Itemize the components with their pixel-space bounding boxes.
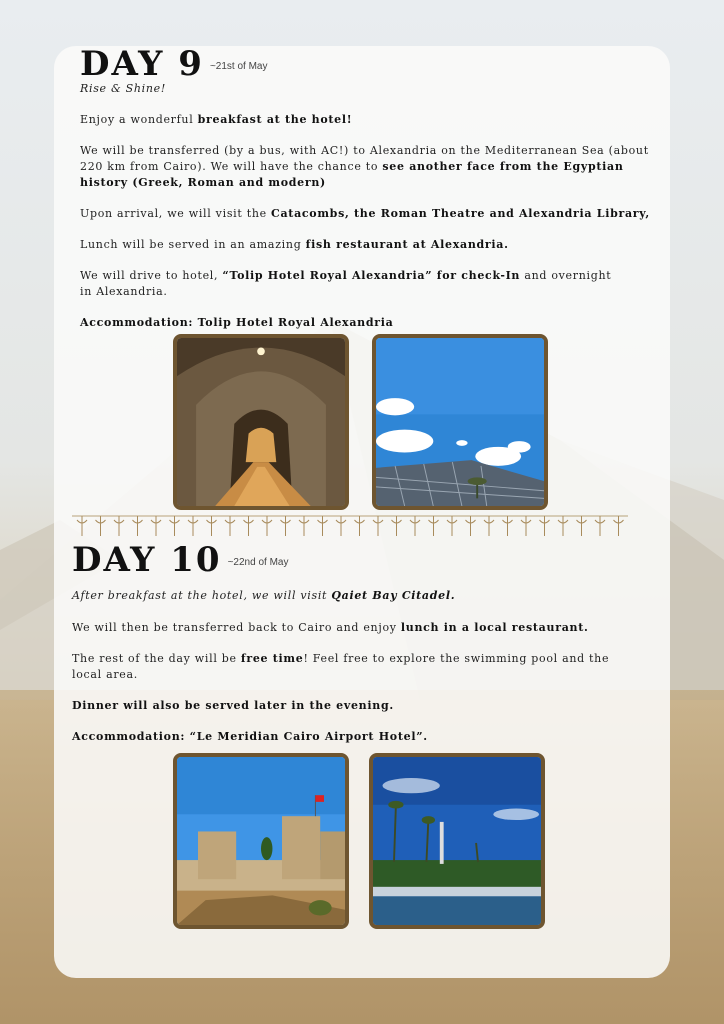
day10-title: DAY 10 bbox=[72, 540, 222, 580]
ornament-motif bbox=[170, 516, 180, 536]
citadel-photo bbox=[173, 753, 349, 929]
ornament-motif bbox=[614, 516, 624, 536]
day9-accommodation: Accommodation: Tolip Hotel Royal Alexandria bbox=[80, 316, 394, 329]
ornament-motif bbox=[558, 516, 568, 536]
ornament-motif bbox=[392, 516, 402, 536]
ornament-motif bbox=[466, 516, 476, 536]
ornament-motif bbox=[318, 516, 328, 536]
ornament-motif bbox=[207, 516, 217, 536]
ornament-motif bbox=[225, 516, 235, 536]
ornament-motif bbox=[262, 516, 272, 536]
ornament-motif bbox=[133, 516, 143, 536]
day10-date: ~22nd of May bbox=[227, 557, 289, 568]
ornament-motif bbox=[540, 516, 550, 536]
day10-paragraph-1: After breakfast at the hotel, we will visit Qaiet Bay Citadel. bbox=[72, 589, 456, 602]
day9-paragraph-3: Upon arrival, we will visit the Catacombs, the Roman Theatre and Alexandria Library, bbox=[80, 207, 650, 220]
ornament-motif bbox=[281, 516, 291, 536]
ornament-motif bbox=[77, 516, 87, 536]
day9-heading bbox=[80, 44, 267, 84]
ornament-motif bbox=[447, 516, 457, 536]
ornament-motif bbox=[114, 516, 124, 536]
ornament-motif bbox=[429, 516, 439, 536]
ornament-motif bbox=[577, 516, 587, 536]
catacombs-photo bbox=[173, 334, 349, 510]
day9-paragraph-2: We will be transferred (by a bus, with AC!) to Alexandria on the Mediterranean Sea (about 220 km from Cairo). We will have the chance to see another face from the Egyptian history (Greek, Roman and modern) bbox=[80, 144, 649, 189]
ornament-motif bbox=[355, 516, 365, 536]
day9-subtitle: Rise & Shine! bbox=[80, 82, 166, 95]
ornament-motif bbox=[484, 516, 494, 536]
day9-paragraph-1: Enjoy a wonderful breakfast at the hotel! bbox=[80, 113, 353, 126]
alexandria-library-photo bbox=[372, 334, 548, 510]
day10-accommodation: Accommodation: “Le Meridian Cairo Airport Hotel”. bbox=[72, 730, 428, 743]
ornament-motif bbox=[299, 516, 309, 536]
day10-heading bbox=[72, 540, 288, 580]
ornament-motif bbox=[188, 516, 198, 536]
ornament-divider bbox=[72, 510, 628, 540]
ornament-motif bbox=[521, 516, 531, 536]
ornament-motif bbox=[96, 516, 106, 536]
alexandria-waterfront-photo bbox=[369, 753, 545, 929]
day9-paragraph-4: Lunch will be served in an amazing fish restaurant at Alexandria. bbox=[80, 238, 509, 251]
day9-title: DAY 9 bbox=[80, 44, 204, 84]
day10-paragraph-3: The rest of the day will be free time! Feel free to explore the swimming pool and the local area. bbox=[72, 652, 610, 681]
day9-date: ~21st of May bbox=[209, 61, 268, 72]
ornament-motif bbox=[595, 516, 605, 536]
ornament-motif bbox=[151, 516, 161, 536]
day10-paragraph-2: We will then be transferred back to Cairo and enjoy lunch in a local restaurant. bbox=[72, 621, 589, 634]
ornament-motif bbox=[410, 516, 420, 536]
ornament-motif bbox=[244, 516, 254, 536]
day10-paragraph-4: Dinner will also be served later in the evening. bbox=[72, 699, 394, 712]
day9-paragraph-5: We will drive to hotel, “Tolip Hotel Royal Alexandria” for check-In and overnight in Alexandria. bbox=[80, 269, 612, 298]
ornament-motif bbox=[503, 516, 513, 536]
ornament-motif bbox=[336, 516, 346, 536]
ornament-motif bbox=[373, 516, 383, 536]
